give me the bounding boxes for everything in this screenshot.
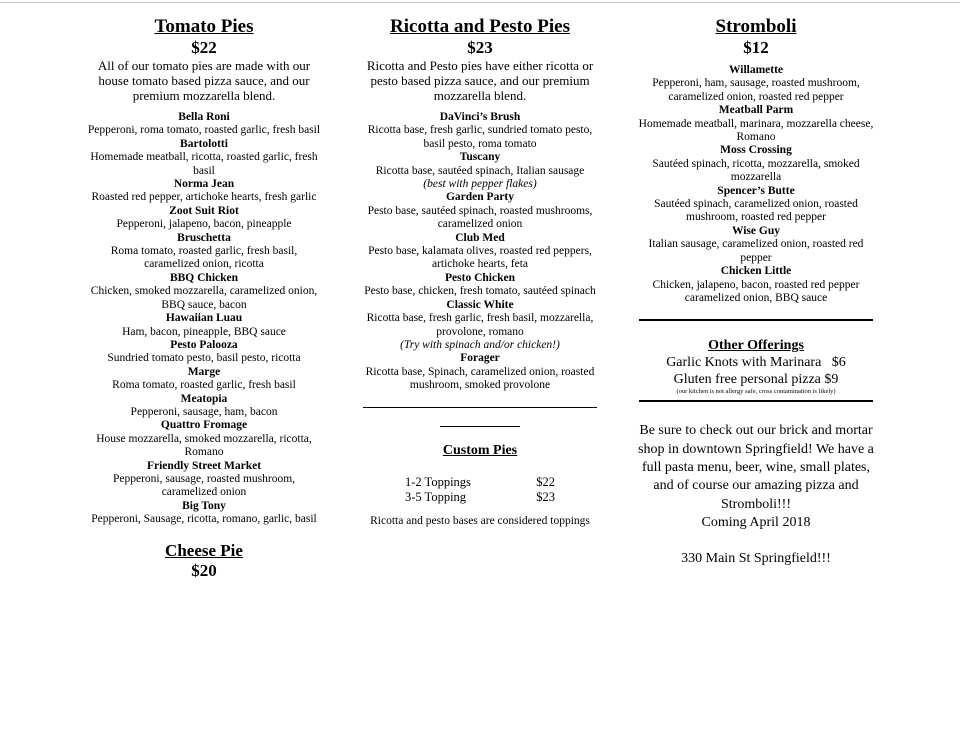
menu-item-name: Spencer’s Butte xyxy=(717,184,795,197)
menu-item-description: Pepperoni, ham, sausage, roasted mushroom, caramelized onion, roasted red pepper xyxy=(652,77,860,103)
promo-text: Be sure to check out our brick and mortar shop in downtown Springfield! We have a full pasta menu, beer, wine, small plates, and of course our amazing pizza and Stromboli!!! xyxy=(638,423,874,512)
gluten-free-line: Gluten free personal pizza $9 xyxy=(673,372,839,388)
stromboli-title: Stromboli xyxy=(715,16,797,37)
menu-item-description: Pesto base, chicken, fresh tomato, sautéed spinach xyxy=(364,285,596,298)
stromboli-list xyxy=(638,64,874,305)
menu-item xyxy=(358,191,602,231)
menu-item xyxy=(86,178,322,205)
ricotta-pesto-intro: Ricotta and Pesto pies have either ricotta or pesto based pizza sauce, and our premium mozzarella blend. xyxy=(366,58,594,103)
custom-pie-row xyxy=(358,490,602,505)
menu-item-description: Pepperoni, roma tomato, roasted garlic, fresh basil xyxy=(87,124,321,137)
custom-pie-price: $23 xyxy=(536,489,555,504)
cheese-pie-price: $20 xyxy=(191,560,217,580)
menu-item-note: (Try with spinach and/or chicken!) xyxy=(400,338,560,351)
custom-pies-note: Ricotta and pesto bases are considered toppings xyxy=(370,514,590,527)
garlic-knots-line: Garlic Knots with Marinara $6 xyxy=(666,355,846,371)
custom-pies-title: Custom Pies xyxy=(442,442,518,458)
menu-item-name: Wise Guy xyxy=(731,224,781,237)
menu-item-description: Homemade meatball, ricotta, roasted garlic, fresh basil xyxy=(90,151,318,177)
custom-pie-row xyxy=(358,475,602,490)
menu-item-description: Italian sausage, caramelized onion, roasted red pepper xyxy=(648,238,864,264)
custom-pie-price: $22 xyxy=(536,474,555,489)
menu-item-description: Chicken, smoked mozzarella, caramelized onion, BBQ sauce, bacon xyxy=(90,285,318,311)
menu-item-description: Roma tomato, roasted garlic, fresh basil, caramelized onion, ricotta xyxy=(110,245,298,271)
menu-item-description: Ricotta base, fresh garlic, fresh basil, mozzarella, provolone, romano xyxy=(366,312,594,338)
menu-item xyxy=(358,299,602,353)
menu-item xyxy=(638,265,874,305)
menu-item-name: Garden Party xyxy=(445,191,515,204)
menu-item-note: (best with pepper flakes) xyxy=(423,178,537,191)
menu-item-name: Norma Jean xyxy=(173,178,235,191)
menu-item xyxy=(638,225,874,265)
other-offerings-title: Other Offerings xyxy=(708,338,804,354)
menu-item-description: Sundried tomato pesto, basil pesto, ricotta xyxy=(107,352,301,365)
tomato-pies-list xyxy=(86,111,322,527)
menu-item-name: Hawaiian Luau xyxy=(165,312,243,325)
custom-pies-table xyxy=(358,475,602,505)
menu-item-description: Pepperoni, sausage, roasted mushroom, caramelized onion xyxy=(112,472,296,499)
allergy-disclaimer: (our kitchen is not allergy safe, cross contamination is likely) xyxy=(676,388,836,396)
custom-pie-label: 3-5 Topping xyxy=(405,489,467,504)
menu-item-description: Pepperoni, sausage, ham, bacon xyxy=(130,405,278,418)
ricotta-pesto-price: $23 xyxy=(467,38,493,57)
menu-item-name: Bartolotti xyxy=(180,137,228,150)
menu-item-name: BBQ Chicken xyxy=(169,271,239,284)
menu-item-name: Club Med xyxy=(455,231,505,244)
menu-item-description: Pesto base, kalamata olives, roasted red peppers, artichoke hearts, feta xyxy=(368,245,592,271)
promo-address: 330 Main St Springfield!!! xyxy=(681,551,831,567)
menu-item-name: Meatopia xyxy=(180,392,228,405)
menu-item-name: Zoot Suit Riot xyxy=(169,204,239,217)
tomato-pies-column xyxy=(86,16,322,581)
menu-item-description: Homemade meatball, marinara, mozzarella cheese, Romano xyxy=(638,117,874,144)
menu-item-name: Friendly Street Market xyxy=(146,459,262,472)
menu-item xyxy=(86,272,322,312)
menu-item xyxy=(86,111,322,138)
menu-item xyxy=(638,144,874,184)
menu-item-name: DaVinci’s Brush xyxy=(439,111,521,123)
menu-item-description: Pepperoni, Sausage, ricotta, romano, garlic, basil xyxy=(91,513,317,526)
menu-item xyxy=(358,272,602,299)
menu-item-description: Sautéed spinach, caramelized onion, roasted mushroom, roasted red pepper xyxy=(654,198,858,224)
menu-item xyxy=(358,111,602,151)
menu-item-name: Pesto Chicken xyxy=(445,271,515,284)
menu-item-name: Marge xyxy=(187,365,221,378)
menu-item xyxy=(86,312,322,339)
menu-item-description: Roasted red pepper, artichoke hearts, fresh garlic xyxy=(91,191,317,204)
menu-item-name: Bella Roni xyxy=(178,111,230,123)
menu-item xyxy=(86,339,322,366)
tomato-pies-intro: All of our tomato pies are made with our house tomato based pizza sauce, and our premium mozzarella blend. xyxy=(97,58,311,103)
menu-item-description: Ricotta base, sautéed spinach, Italian sausage xyxy=(375,164,585,177)
menu-item-name: Classic White xyxy=(446,298,514,311)
tomato-pies-title: Tomato Pies xyxy=(154,16,254,37)
menu-item xyxy=(86,366,322,393)
menu-item xyxy=(86,500,322,527)
menu-item-description: House mozzarella, smoked mozzarella, ricotta, Romano xyxy=(96,432,312,459)
menu-item-description: Sautéed spinach, ricotta, mozzarella, smoked mozzarella xyxy=(652,157,860,184)
menu-item-description: Ham, bacon, pineapple, BBQ sauce xyxy=(122,325,286,338)
stromboli-column xyxy=(638,16,874,568)
top-border xyxy=(0,2,960,3)
menu-item-name: Tuscany xyxy=(459,151,501,164)
menu-item-description: Ricotta base, Spinach, caramelized onion, roasted mushroom, smoked provolone xyxy=(365,365,595,392)
menu-item-description: Pepperoni, jalapeno, bacon, pineapple xyxy=(116,218,292,231)
menu-item xyxy=(638,104,874,144)
menu-item xyxy=(86,232,322,272)
menu-item xyxy=(358,352,602,392)
promo-coming: Coming April 2018 xyxy=(701,514,811,530)
menu-item-description: Chicken, jalapeno, bacon, roasted red pepper caramelized onion, BBQ sauce xyxy=(652,278,860,304)
menu-item-name: Chicken Little xyxy=(720,265,792,278)
menu-item xyxy=(86,138,322,178)
ricotta-pesto-column xyxy=(358,16,602,528)
menu-item xyxy=(638,185,874,225)
menu-item-name: Forager xyxy=(460,352,500,365)
stromboli-price: $12 xyxy=(743,38,769,57)
menu-item-name: Quattro Fromage xyxy=(160,419,248,432)
menu-item xyxy=(86,460,322,500)
ricotta-pesto-title: Ricotta and Pesto Pies xyxy=(390,16,570,37)
tomato-pies-price: $22 xyxy=(191,38,217,57)
menu-item xyxy=(86,419,322,459)
menu-item-name: Big Tony xyxy=(182,499,226,512)
menu-item-description: Roma tomato, roasted garlic, fresh basil xyxy=(112,379,296,392)
menu-item-name: Meatball Parm xyxy=(718,104,794,117)
menu-item xyxy=(358,151,602,191)
menu-item-name: Moss Crossing xyxy=(720,144,792,157)
menu-item-name: Willamette xyxy=(728,64,784,76)
menu-item xyxy=(86,205,322,232)
menu-item xyxy=(86,393,322,420)
cheese-pie-title: Cheese Pie xyxy=(165,540,243,560)
menu-item-name: Pesto Palooza xyxy=(170,338,238,351)
menu-item xyxy=(638,64,874,104)
menu-item-description: Ricotta base, fresh garlic, sundried tomato pesto, basil pesto, roma tomato xyxy=(367,124,593,150)
custom-pie-label: 1-2 Toppings xyxy=(405,474,471,489)
menu-item xyxy=(358,232,602,272)
ricotta-pesto-list xyxy=(358,111,602,393)
menu-item-description: Pesto base, sautéed spinach, roasted mushrooms, caramelized onion xyxy=(367,204,593,231)
menu-item-name: Bruschetta xyxy=(177,231,231,244)
